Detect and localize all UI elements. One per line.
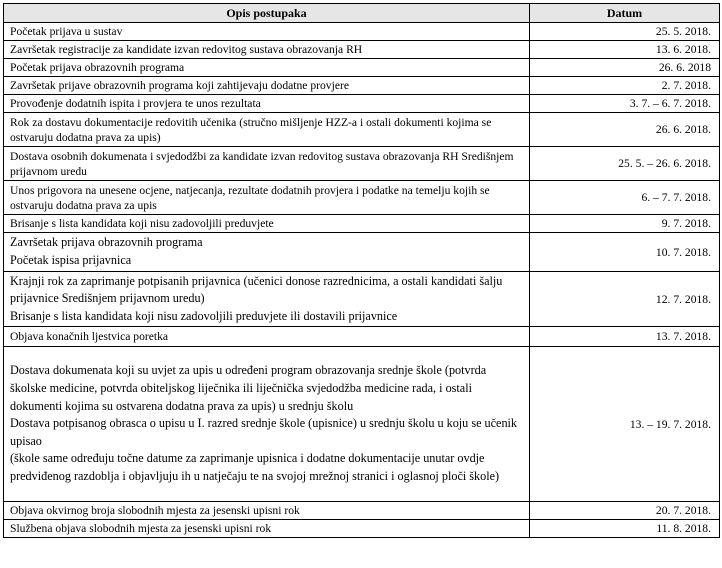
step-description xyxy=(4,147,530,181)
step-description xyxy=(4,95,530,113)
step-description-line: Početak prijava u sustav xyxy=(10,25,123,38)
table-row xyxy=(4,95,720,113)
step-date: 13. – 19. 7. 2018. xyxy=(530,347,720,502)
step-description xyxy=(4,113,530,147)
table-row xyxy=(4,327,720,347)
step-description-line: Objava okvirnog broja slobodnih mjesta za jesenski upisni rok xyxy=(10,504,300,517)
table-row xyxy=(4,59,720,77)
step-description-line: (škole same određuju točne datume za zaprimanje upisnica i dodatne dokumentacije unutar ovdje predviđenog razdoblja i objavljuju ih u natječaju te na svojoj mrežnoj stranici i oglasnoj ploči škole) xyxy=(10,451,500,483)
step-description xyxy=(4,502,530,520)
step-description-line: Početak ispisa prijavnica xyxy=(10,253,132,267)
column-header-description: Opis postupaka xyxy=(4,4,530,23)
step-date: 9. 7. 2018. xyxy=(530,215,720,233)
step-description-line: Objava konačnih ljestvica poretka xyxy=(10,330,169,343)
step-description xyxy=(4,41,530,59)
table-row xyxy=(4,147,720,181)
step-date: 25. 5. 2018. xyxy=(530,23,720,41)
step-description xyxy=(4,272,530,327)
step-description-line: Brisanje s lista kandidata koji nisu zadovoljili preduvjete xyxy=(10,217,274,230)
step-description-line: Rok za dostavu dokumentacije redovitih učenika (stručno mišljenje HZZ-a i ostali dokumenti kojima se ostvaruju dodatna prava za upis) xyxy=(10,115,492,144)
column-header-date: Datum xyxy=(530,4,720,23)
table-row xyxy=(4,77,720,95)
step-description-line: Dostava potpisanog obrasca o upisu u I. razred srednje škole (upisnice) u srednju školu u koju se učenik upisao xyxy=(10,416,518,448)
step-description-line: Unos prigovora na unesene ocjene, natjecanja, rezultate dodatnih provjera i podatke na temelju kojih se ostvaruju dodatna prava za upis xyxy=(10,183,490,212)
table-row xyxy=(4,233,720,272)
table-row xyxy=(4,23,720,41)
table-header-row xyxy=(4,4,720,23)
step-date: 13. 7. 2018. xyxy=(530,327,720,347)
step-description-line: Početak prijava obrazovnih programa xyxy=(10,61,185,74)
step-description xyxy=(4,233,530,272)
step-date: 13. 6. 2018. xyxy=(530,41,720,59)
step-date: 6. – 7. 7. 2018. xyxy=(530,181,720,215)
step-date: 12. 7. 2018. xyxy=(530,272,720,327)
step-date: 11. 8. 2018. xyxy=(530,520,720,538)
step-date: 10. 7. 2018. xyxy=(530,233,720,272)
table-row xyxy=(4,113,720,147)
table-row xyxy=(4,41,720,59)
step-description-line: Službena objava slobodnih mjesta za jesenski upisni rok xyxy=(10,522,272,535)
table-row xyxy=(4,181,720,215)
step-description xyxy=(4,59,530,77)
step-description xyxy=(4,327,530,347)
step-description xyxy=(4,77,530,95)
step-date: 26. 6. 2018. xyxy=(530,113,720,147)
enrollment-schedule-table xyxy=(3,3,720,538)
step-description xyxy=(4,520,530,538)
step-date: 26. 6. 2018 xyxy=(530,59,720,77)
table-row xyxy=(4,347,720,502)
step-description xyxy=(4,23,530,41)
step-date: 20. 7. 2018. xyxy=(530,502,720,520)
step-description-line: Završetak prijave obrazovnih programa koji zahtijevaju dodatne provjere xyxy=(10,79,349,92)
step-description-line: Provođenje dodatnih ispita i provjera te unos rezultata xyxy=(10,97,261,110)
table-row xyxy=(4,520,720,538)
step-description-line: Dostava dokumenata koji su uvjet za upis u određeni program obrazovanja srednje škole (potvrda školske medicine, potvrda obiteljskog liječnika ili liječnička svjedodžba medicine rada, i ostali dokumenti kojima su ostvarena dodatna prava za upis) u srednju školu xyxy=(10,363,487,413)
step-date: 25. 5. – 26. 6. 2018. xyxy=(530,147,720,181)
step-description-line: Završetak prijava obrazovnih programa xyxy=(10,235,203,250)
step-description-line: Brisanje s lista kandidata koji nisu zadovoljili preduvjete ili dostavili prijavnice xyxy=(10,308,398,323)
step-date: 3. 7. – 6. 7. 2018. xyxy=(530,95,720,113)
step-description xyxy=(4,215,530,233)
table-row xyxy=(4,272,720,327)
step-description-line: Završetak registracije za kandidate izvan redovitog sustava obrazovanja RH xyxy=(10,43,363,56)
table-row xyxy=(4,502,720,520)
step-description xyxy=(4,347,530,502)
step-description-line: Dostava osobnih dokumenata i svjedodžbi za kandidate izvan redovitog sustava obrazovanja RH Središnjem prijavnom uredu xyxy=(10,149,514,178)
table-row xyxy=(4,215,720,233)
step-description xyxy=(4,181,530,215)
step-description-line: Krajnji rok za zaprimanje potpisanih prijavnica (učenici donose razrednicima, a ostali kandidati šalju prijavnice Središnjem prijavnom uredu) xyxy=(10,273,503,306)
step-date: 2. 7. 2018. xyxy=(530,77,720,95)
